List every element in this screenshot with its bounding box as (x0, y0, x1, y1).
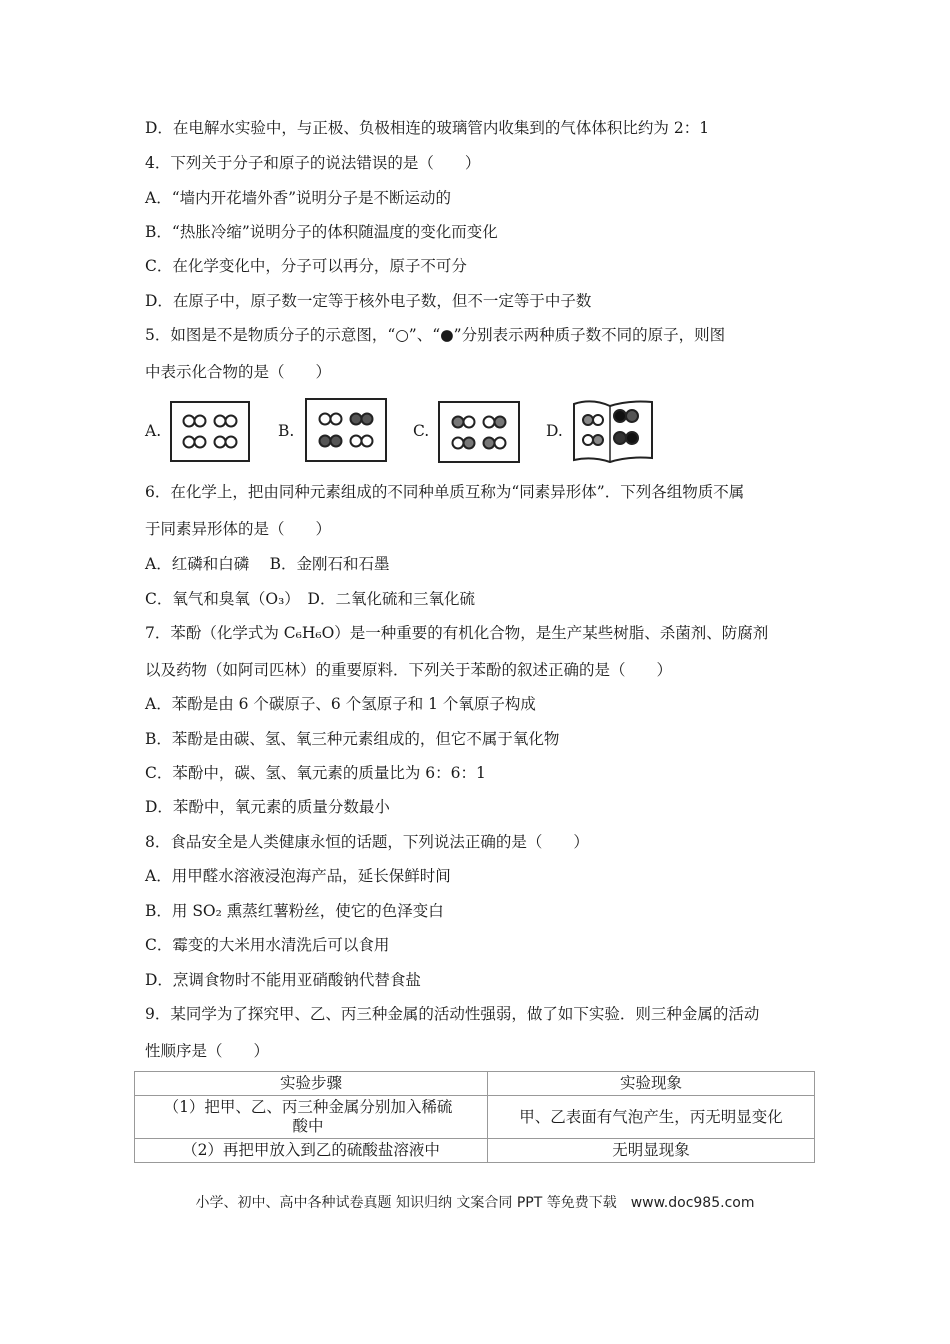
question-6: 6．在化学上，把由同种元素组成的不同种单质互称为“同素异形体”．下列各组物质不属 (145, 483, 745, 501)
option-ab: A．红磷和白磷 B．金刚石和石墨 (145, 555, 390, 573)
table-row (135, 1096, 815, 1139)
figure-label-a: A. (145, 422, 162, 440)
question-8: 8．食品安全是人类健康永恒的话题，下列说法正确的是（ ） (145, 833, 589, 851)
question-7-cont: 以及药物（如阿司匹林）的重要原料．下列关于苯酚的叙述正确的是（ ） (145, 661, 673, 679)
molecule-diagram-d (570, 398, 656, 464)
table-row (135, 1139, 815, 1163)
figure-b (305, 398, 387, 462)
option-d: D．烹调食物时不能用亚硝酸钠代替食盐 (145, 971, 421, 989)
figure-label-c: C. (413, 422, 430, 440)
text-line: D．在电解水实验中，与正极、负极相连的玻璃管内收集到的气体体积比约为 2：1 (145, 119, 710, 137)
option-b: B．苯酚是由碳、氢、氧三种元素组成的，但它不属于氧化物 (145, 730, 560, 748)
option-c: C．苯酚中，碳、氢、氧元素的质量比为 6：6：1 (145, 764, 486, 782)
molecule-diagram-a (172, 403, 248, 460)
figure-a (170, 401, 250, 462)
page-footer: 小学、初中、高中各种试卷真题 知识归纳 文案合同 PPT 等免费下载 www.doc985.com (195, 1195, 755, 1211)
table-header: 实验现象 (488, 1072, 815, 1096)
table-header-row (135, 1072, 815, 1096)
option-d: D．苯酚中，氧元素的质量分数最小 (145, 798, 390, 816)
option-a: A．用甲醛水溶液浸泡海产品，延长保鲜时间 (145, 867, 451, 885)
option-a: A．苯酚是由 6 个碳原子、6 个氢原子和 1 个氧原子构成 (145, 695, 536, 713)
molecule-diagram-c (440, 403, 518, 461)
option-b: B．“热胀冷缩”说明分子的体积随温度的变化而变化 (145, 223, 498, 241)
figure-c (438, 401, 520, 463)
question-5-cont: 中表示化合物的是（ ） (145, 363, 332, 381)
molecule-figures (145, 398, 685, 468)
figure-label-b: B. (278, 422, 295, 440)
question-5: 5．如图是不是物质分子的示意图，“○”、“●”分别表示两种质子数不同的原子，则图 (145, 326, 726, 344)
table-cell: （1）把甲、乙、丙三种金属分别加入稀硫酸中 (135, 1096, 488, 1139)
option-c: C．霉变的大米用水清洗后可以食用 (145, 936, 390, 954)
question-6-cont: 于同素异形体的是（ ） (145, 520, 332, 538)
option-cd: C．氧气和臭氧（O₃） D．二氧化硫和三氧化硫 (145, 590, 475, 608)
experiment-table (134, 1071, 815, 1163)
table-cell: （2）再把甲放入到乙的硫酸盐溶液中 (135, 1139, 488, 1163)
table-cell: 甲、乙表面有气泡产生，丙无明显变化 (488, 1096, 815, 1139)
option-b: B．用 SO₂ 熏蒸红薯粉丝，使它的色泽变白 (145, 902, 444, 920)
question-9: 9．某同学为了探究甲、乙、丙三种金属的活动性强弱，做了如下实验．则三种金属的活动 (145, 1005, 760, 1023)
molecule-diagram-b (307, 400, 385, 460)
table-cell: 无明显现象 (488, 1139, 815, 1163)
question-4: 4．下列关于分子和原子的说法错误的是（ ） (145, 154, 481, 172)
question-9-cont: 性顺序是（ ） (145, 1042, 270, 1060)
figure-label-d: D. (546, 422, 563, 440)
option-c: C．在化学变化中，分子可以再分，原子不可分 (145, 257, 467, 275)
question-7: 7．苯酚（化学式为 C₆H₆O）是一种重要的有机化合物，是生产某些树脂、杀菌剂、防腐剂 (145, 624, 769, 642)
option-d: D．在原子中，原子数一定等于核外电子数，但不一定等于中子数 (145, 292, 592, 310)
option-a: A．“墙内开花墙外香”说明分子是不断运动的 (145, 189, 452, 207)
figure-d (570, 398, 656, 464)
table-header: 实验步骤 (135, 1072, 488, 1096)
